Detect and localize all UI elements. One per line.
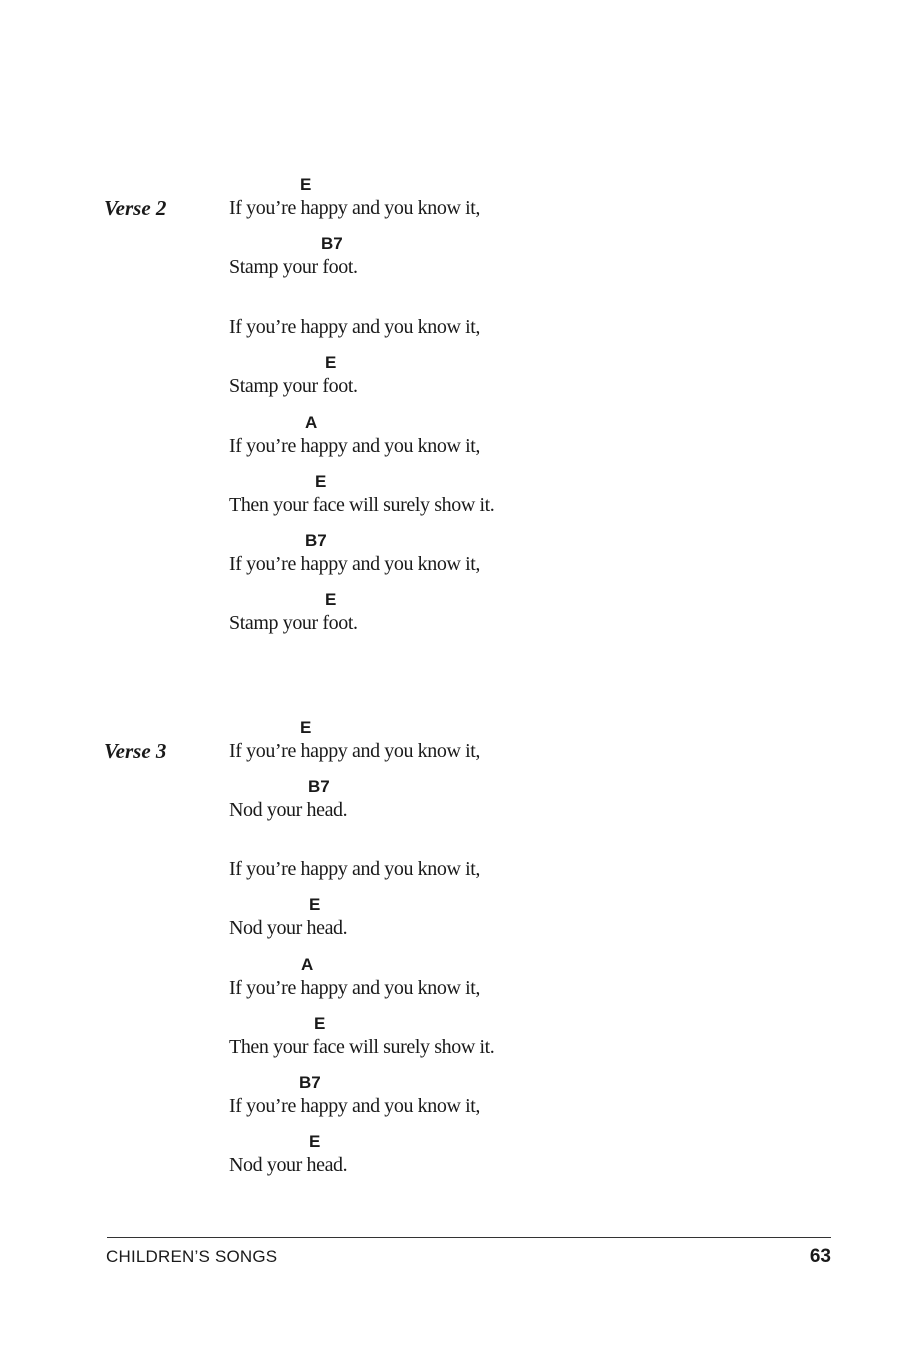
chord-label: B7 — [308, 777, 330, 796]
lyric-line: If you’re happy and you know it, — [229, 316, 481, 338]
lyric-line: Then your face will surely show it. — [229, 1036, 495, 1058]
lyric-line: If you’re happy and you know it, — [229, 435, 481, 457]
lyric-line: If you’re happy and you know it, — [229, 977, 481, 999]
verse-label: Verse 2 — [104, 196, 167, 220]
lyric-line: If you’re happy and you know it, — [229, 197, 481, 219]
chord-label: E — [300, 718, 312, 737]
chord-label: E — [300, 175, 312, 194]
chord-label: E — [309, 895, 321, 914]
footer-section-title: CHILDREN’S SONGS — [106, 1247, 278, 1266]
lyric-line: If you’re happy and you know it, — [229, 858, 481, 880]
lyric-line: Stamp your foot. — [229, 256, 358, 278]
lyric-line: Nod your head. — [229, 1154, 348, 1176]
chord-label: A — [305, 413, 318, 432]
chord-label: E — [315, 472, 327, 491]
chord-label: E — [325, 353, 337, 372]
lyric-line: Stamp your foot. — [229, 375, 358, 397]
page-number: 63 — [809, 1246, 831, 1267]
chord-label: B7 — [305, 531, 327, 550]
chord-label: B7 — [299, 1073, 321, 1092]
chord-label: B7 — [321, 234, 343, 253]
footer-divider — [107, 1237, 831, 1238]
lyric-line: Nod your head. — [229, 799, 348, 821]
lyric-line: If you’re happy and you know it, — [229, 1095, 481, 1117]
verse-label: Verse 3 — [104, 739, 167, 763]
chord-label: E — [309, 1132, 321, 1151]
chord-label: A — [301, 955, 314, 974]
chord-label: E — [314, 1014, 326, 1033]
lyric-line: If you’re happy and you know it, — [229, 553, 481, 575]
lyric-line: Nod your head. — [229, 917, 348, 939]
lyric-line: Stamp your foot. — [229, 612, 358, 634]
lyric-line: If you’re happy and you know it, — [229, 740, 481, 762]
lyric-line: Then your face will surely show it. — [229, 494, 495, 516]
chord-label: E — [325, 590, 337, 609]
